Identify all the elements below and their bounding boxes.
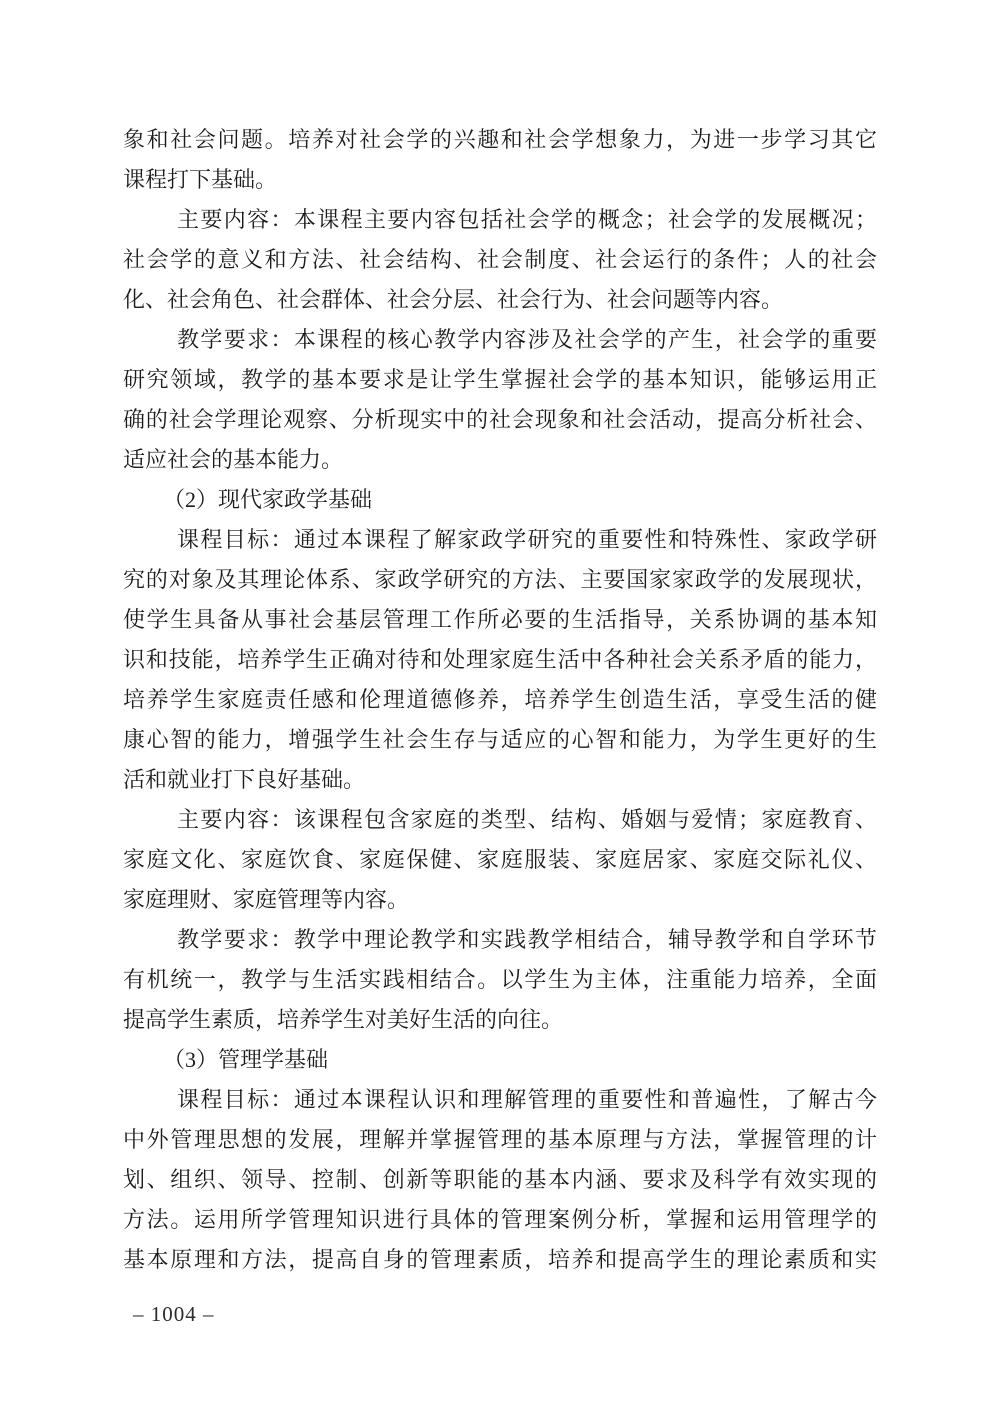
text-line: 主要内容：该课程包含家庭的类型、结构、婚姻与爱情；家庭教育、 [177, 807, 877, 832]
text-line: 康心智的能力，增强学生社会生存与适应的心智和能力，为学生更好的生 [123, 727, 877, 752]
text-line: 有机统一，教学与生活实践相结合。以学生为主体，注重能力培养，全面 [123, 967, 877, 992]
text-line: 课程目标：通过本课程了解家政学研究的重要性和特殊性、家政学研 [177, 527, 877, 552]
text-line: 教学要求：教学中理论教学和实践教学相结合，辅导教学和自学环节 [177, 927, 877, 952]
text-line: 划、组织、领导、控制、创新等职能的基本内涵、要求及科学有效实现的 [123, 1167, 877, 1192]
text-line: 家庭理财、家庭管理等内容。 [123, 887, 410, 912]
text-line: 主要内容：本课程主要内容包括社会学的概念；社会学的发展概况； [177, 207, 877, 232]
text-line: 课程目标：通过本课程认识和理解管理的重要性和普遍性，了解古今 [177, 1087, 877, 1112]
text-line: 究的对象及其理论体系、家政学研究的方法、主要国家家政学的发展现状， [123, 567, 877, 592]
text-line: 课程打下基础。 [123, 167, 278, 192]
text-line: 提高学生素质，培养学生对美好生活的向往。 [123, 1007, 564, 1032]
text-line: 社会学的意义和方法、社会结构、社会制度、社会运行的条件；人的社会 [123, 247, 877, 272]
text-line: 象和社会问题。培养对社会学的兴趣和社会学想象力，为进一步学习其它 [123, 127, 877, 152]
text-line: 培养学生家庭责任感和伦理道德修养，培养学生创造生活，享受生活的健 [123, 687, 877, 712]
text-line: 中外管理思想的发展，理解并掌握管理的基本原理与方法，掌握管理的计 [123, 1127, 877, 1152]
text-line: 使学生具备从事社会基层管理工作所必要的生活指导，关系协调的基本知 [123, 607, 877, 632]
text-line: 活和就业打下良好基础。 [123, 767, 366, 792]
text-line: 方法。运用所学管理知识进行具体的管理案例分析，掌握和运用管理学的 [123, 1207, 877, 1232]
text-line: 适应社会的基本能力。 [123, 447, 344, 472]
text-line: 研究领域，教学的基本要求是让学生掌握社会学的基本知识，能够运用正 [123, 367, 877, 392]
text-line: 基本原理和方法，提高自身的管理素质，培养和提高学生的理论素质和实 [123, 1247, 877, 1272]
page-number: – 1004 – [133, 1302, 215, 1326]
text-line: 教学要求：本课程的核心教学内容涉及社会学的产生，社会学的重要 [177, 327, 877, 352]
text-line: （2）现代家政学基础 [163, 487, 373, 512]
text-line: 确的社会学理论观察、分析现实中的社会现象和社会活动，提高分析社会、 [123, 407, 877, 432]
text-line: 识和技能，培养学生正确对待和处理家庭生活中各种社会关系矛盾的能力， [123, 647, 877, 672]
text-line: 化、社会角色、社会群体、社会分层、社会行为、社会问题等内容。 [123, 287, 784, 312]
text-line: （3）管理学基础 [163, 1047, 329, 1072]
text-line: 家庭文化、家庭饮食、家庭保健、家庭服装、家庭居家、家庭交际礼仪、 [123, 847, 877, 872]
document-body [123, 120, 877, 1280]
